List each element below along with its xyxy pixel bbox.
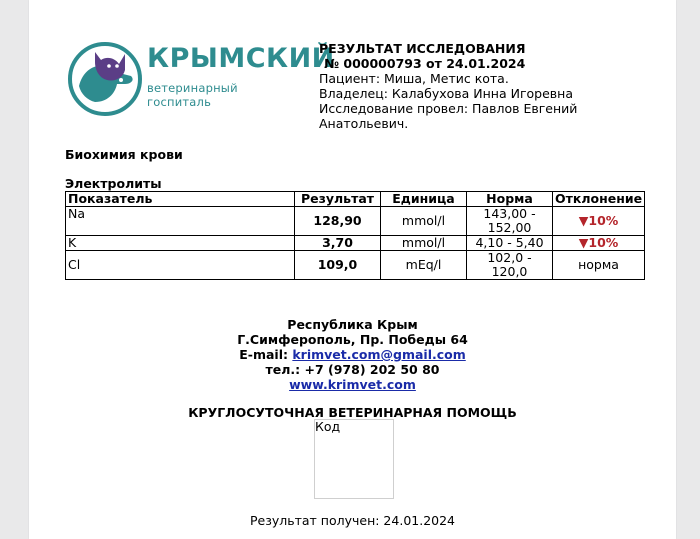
row-norm: 4,10 - 5,40 — [467, 236, 553, 251]
phone-line: тел.: +7 (978) 202 50 80 — [265, 362, 440, 377]
owner-line: Владелец: Калабухова Инна Игоревна — [319, 86, 573, 101]
pet-logo-icon — [65, 40, 145, 118]
logo-subtitle: ветеринарный госпиталь — [147, 81, 238, 109]
row-result: 3,70 — [295, 236, 381, 251]
row-norm: 143,00 - 152,00 — [467, 207, 553, 236]
row-norm: 102,0 - 120,0 — [467, 251, 553, 280]
row-name: Cl — [66, 251, 295, 280]
table-header-row — [66, 192, 645, 207]
report-title: РЕЗУЛЬТАТ ИССЛЕДОВАНИЯ — [319, 41, 526, 56]
row-deviation: норма — [553, 251, 645, 280]
service-line: КРУГЛОСУТОЧНАЯ ВЕТЕРИНАРНАЯ ПОМОЩЬ — [188, 405, 517, 420]
row-deviation: ▼10% — [553, 236, 645, 251]
document-page — [29, 0, 676, 539]
table-row — [66, 207, 645, 236]
country-line: Республика Крым — [287, 317, 418, 332]
email-line — [29, 347, 676, 362]
received-date: Результат получен: 24.01.2024 — [249, 513, 456, 528]
email-label: E-mail: — [239, 347, 288, 362]
report-number: № 000000793 от 24.01.2024 — [324, 56, 526, 71]
column-header: Единица — [381, 192, 467, 207]
row-name: Na — [66, 207, 295, 236]
row-name: K — [66, 236, 295, 251]
section-subtitle: Электролиты — [65, 176, 162, 191]
column-header: Норма — [467, 192, 553, 207]
email-link[interactable]: krimvet.com@gmail.com — [292, 347, 466, 362]
row-unit: mmol/l — [381, 236, 467, 251]
contact-block — [29, 317, 676, 392]
website-link[interactable]: www.krimvet.com — [289, 377, 416, 392]
table-row — [66, 236, 645, 251]
results-table — [65, 191, 645, 280]
row-result: 109,0 — [295, 251, 381, 280]
column-header: Показатель — [66, 192, 295, 207]
section-title: Биохимия крови — [65, 147, 183, 162]
row-unit: mEq/l — [381, 251, 467, 280]
column-header: Результат — [295, 192, 381, 207]
address-line: Г.Симферополь, Пр. Победы 64 — [237, 332, 468, 347]
logo-name: КРЫМСКИЙ — [147, 43, 335, 74]
table-row — [66, 251, 645, 280]
examiner-line: Исследование провел: Павлов Евгений Анатольевич. — [319, 101, 578, 131]
row-unit: mmol/l — [381, 207, 467, 236]
row-deviation: ▼10% — [553, 207, 645, 236]
column-header: Отклонение — [553, 192, 645, 207]
patient-line: Пациент: Миша, Метис кота. — [319, 71, 509, 86]
row-result: 128,90 — [295, 207, 381, 236]
report-header — [319, 41, 659, 131]
qr-code-label: Код — [315, 419, 341, 434]
hospital-logo — [65, 40, 335, 118]
logo-title — [147, 43, 335, 74]
